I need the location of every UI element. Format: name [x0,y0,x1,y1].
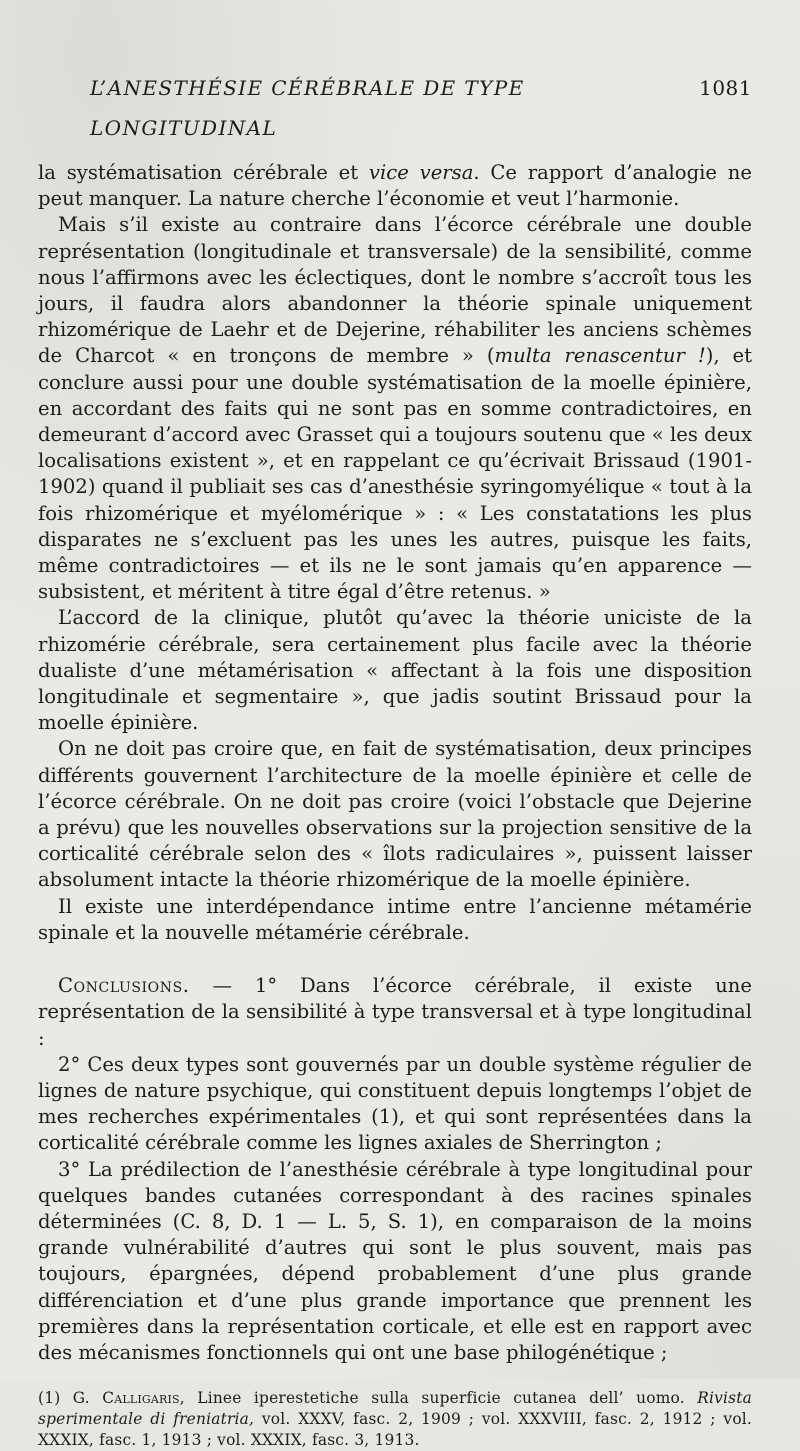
paragraph: Il existe une interdépendance intime entre l’ancienne métamérie spinale et la nouvelle métamérie cérébrale. [38,894,752,944]
paragraph: Mais s’il existe au contraire dans l’écorce cérébrale une double représentation (longitudinale et transversale) de la sensibilité, comme nous l’affirmons avec les éclectiques, dont le nombre s’accroît tous les jours, il faudra alors abandonner la théorie spinale uniquement rhizomérique de Laehr et de Dejerine, réhabiliter les anciens schèmes de Charcot « en tronçons de membre » (multa renascentur !), et conclure aussi pour une double systématisation de la moelle épinière, en accordant des faits qui ne sont pas en somme contradictoires, en demeurant d’accord avec Grasset qui a toujours soutenu que « les deux localisations existent », et en rappelant ce qu’écrivait Brissaud (1901-1902) quand il publiait ses cas d’anesthésie syringomyélique « tout à la fois rhizomérique et myélomérique » : « Les constatations les plus disparates ne s’excluent pas les unes les autres, puisque les faits, même contradictoires — et ils ne le sont jamais qu’en apparence — subsistent, et méritent à titre égal d’être retenus. » [38,213,753,604]
paragraph: la systématisation cérébrale et vice versa. Ce rapport d’analogie ne peut manquer. La nature cherche l’économie et veut l’harmonie. [38,161,752,211]
footnote-title: Linee iperestetiche sulla superficie cutanea dell’ uomo. [197,1389,685,1408]
footnote-details: vol. XXXV, fasc. 2, 1909 ; vol. XXXVIII, fasc. 2, 1912 ; vol. XXXIX, fasc. 1, 1913 ; vol. XXXIX, fasc. 3, 1913. [38,1410,753,1450]
footnote-author: G. Calligaris, [72,1389,185,1408]
emphasis: multa renascentur ! [494,344,706,368]
conclusions-paragraph: Conclusions. — 1° Dans l’écorce cérébrale, il existe une représentation de la sensibilité à type transversal et à type longitudinal : [38,974,752,1050]
footnote-marker: (1) [38,1389,61,1408]
footnote [38,1388,752,1451]
body-text [38,160,752,1366]
conclusions-heading: Conclusions. [58,974,190,998]
conclusion-item: 2° Ces deux types sont gouvernés par un double système régulier de lignes de nature psychique, qui constituent depuis longtemps l’objet de mes recherches expérimentales (1), et qui sont représentées dans la corticalité cérébrale comme les lignes axiales de Sherrington ; [38,1052,752,1155]
page-number: 1081 [699,76,752,100]
running-header [90,68,752,148]
running-title: L’ANESTHÉSIE CÉRÉBRALE DE TYPE LONGITUDINAL [90,76,525,140]
footnote-journal: Rivista sperimentale di freniatria, [38,1389,753,1429]
conclusion-item: 3° La prédilection de l’anesthésie cérébrale à type longitudinal pour quelques bandes cutanées correspondant à des racines spinales déterminées (C. 8, D. 1 — L. 5, S. 1), en comparaison de la moins grande vulnérabilité d’autres qui sont le plus souvent, mais pas toujours, épargnées, dépend probablement d’une plus grande différenciation et d’une plus grande importance que prennent les premières dans la représentation corticale, et elle est en rapport avec des mécanismes fonctionnels qui ont une base philogénétique ; [38,1157,752,1364]
paragraph: On ne doit pas croire que, en fait de systématisation, deux principes différents gouvernent l’architecture de la moelle épinière et celle de l’écorce cérébrale. On ne doit pas croire (voici l’obstacle que Dejerine a prévu) que les nouvelles observations sur la projection sensitive de la corticalité cérébrale selon des « îlots radiculaires », puissent laisser absolument intacte la théorie rhizomérique de la moelle épinière. [38,737,752,892]
paragraph: L’accord de la clinique, plutôt qu’avec la théorie uniciste de la rhizomérie cérébrale, sera certainement plus facile avec la théorie dualiste d’une métamérisation « affectant à la fois une disposition longitudinale et segmentaire », que jadis soutint Brissaud pour la moelle épinière. [38,606,752,735]
emphasis: vice versa [368,161,474,184]
